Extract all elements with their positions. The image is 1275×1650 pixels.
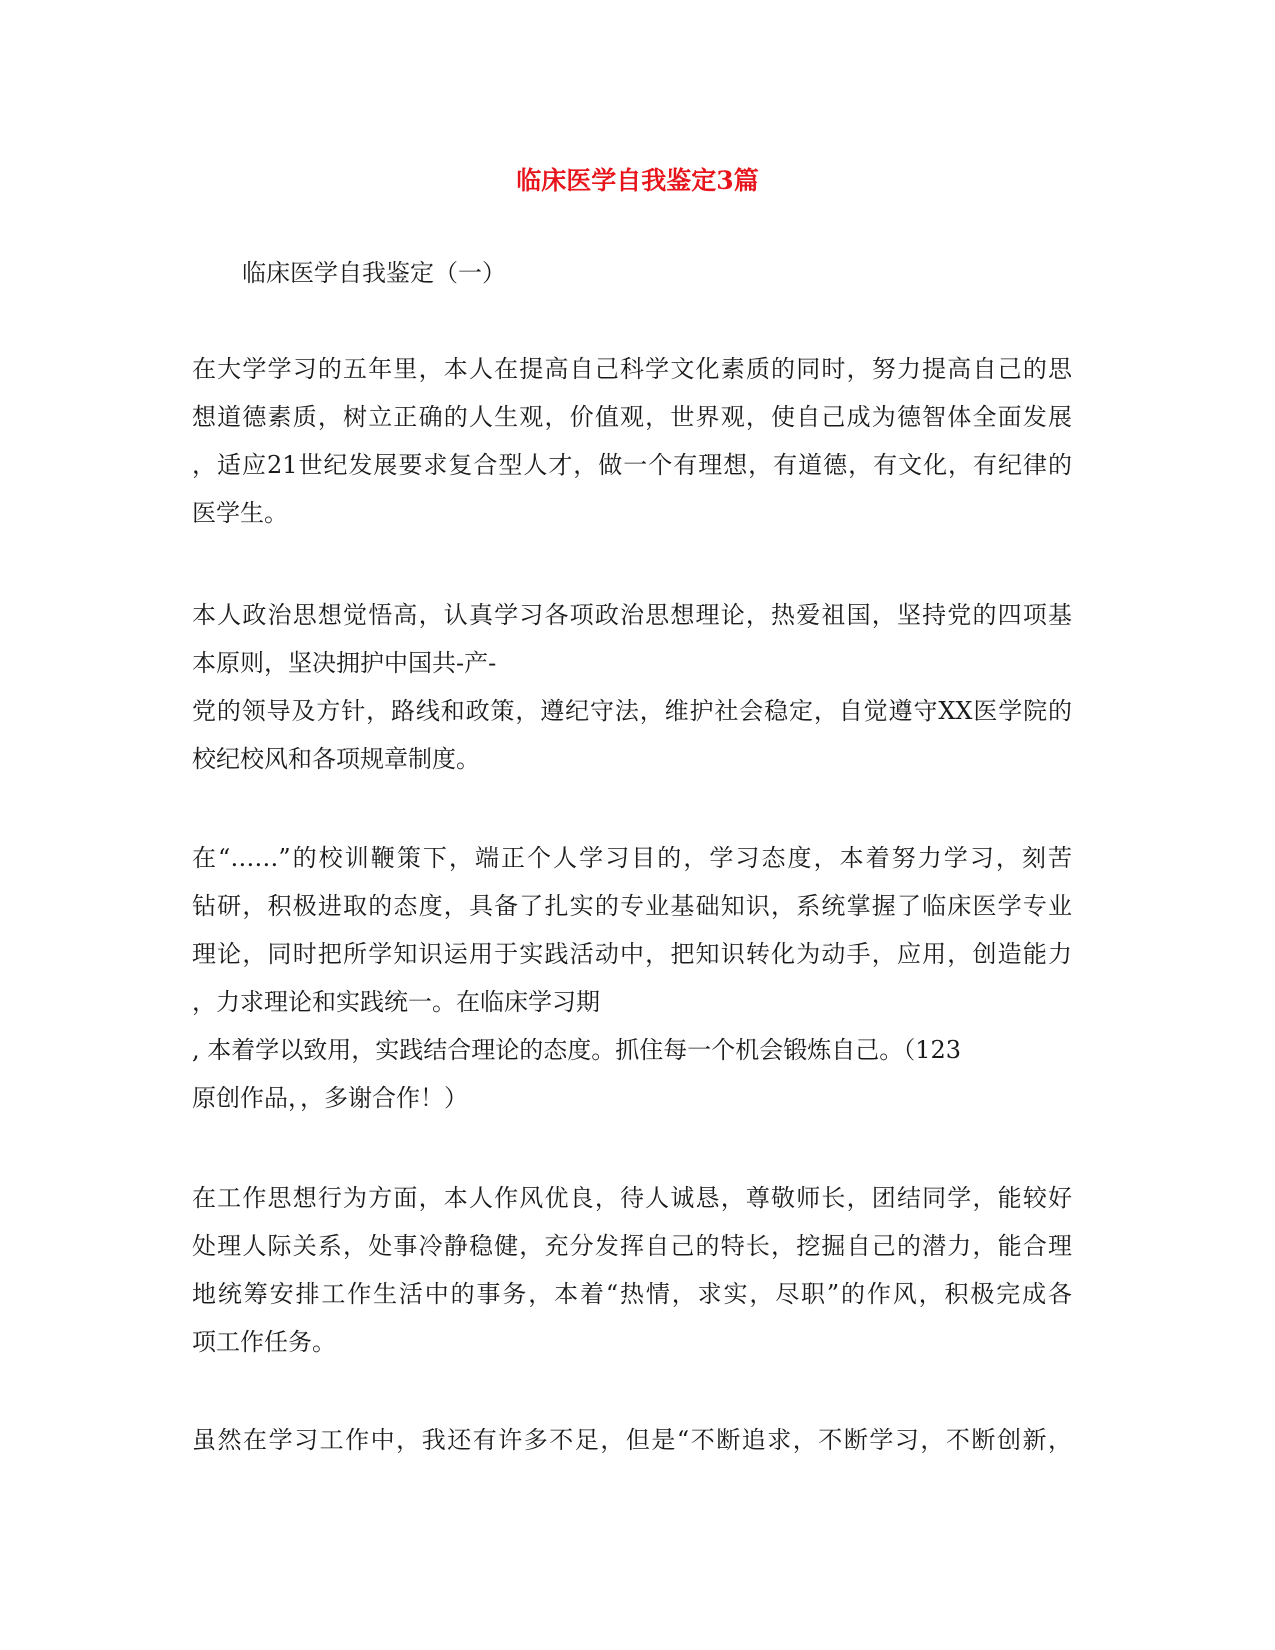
paragraph-line: 医学生。 <box>192 499 288 527</box>
paragraph-line: ，适应21世纪发展要求复合型人才，做一个有理想，有道德，有文化，有纪律的 <box>192 451 1072 479</box>
paragraph-line: 处理人际关系，处事冷静稳健，充分发挥自己的特长，挖掘自己的潜力，能合理 <box>192 1232 1072 1260</box>
paragraph-4 <box>192 1174 1072 1366</box>
paragraph-line: 地统筹安排工作生活中的事务，本着“热情，求实，尽职”的作风，积极完成各 <box>192 1280 1072 1308</box>
paragraph-line: 钻研，积极进取的态度，具备了扎实的专业基础知识，系统掌握了临床医学专业 <box>192 892 1072 920</box>
paragraph-line: , 本着学以致用，实践结合理论的态度。抓住每一个机会锻炼自己。（123 <box>192 1036 962 1064</box>
paragraph-line: 校纪校风和各项规章制度。 <box>192 745 480 773</box>
paragraph-line: 原创作品，，多谢合作！） <box>192 1084 468 1112</box>
paragraph-line: 项工作任务。 <box>192 1328 336 1356</box>
paragraph-line: ，力求理论和实践统一。在临床学习期 <box>192 988 600 1016</box>
paragraph-line: 在工作思想行为方面，本人作风优良，待人诚恳，尊敬师长，团结同学，能较好 <box>192 1184 1072 1212</box>
paragraph-line: 本原则，坚决拥护中国共-产- <box>192 649 497 677</box>
paragraph-3 <box>192 834 1072 1122</box>
paragraph-1 <box>192 345 1072 537</box>
paragraph-line: 党的领导及方针，路线和政策，遵纪守法，维护社会稳定，自觉遵守XX医学院的 <box>192 697 1072 725</box>
paragraph-line: 在“……”的校训鞭策下，端正个人学习目的，学习态度，本着努力学习，刻苦 <box>192 844 1072 872</box>
paragraph-line: 本人政治思想觉悟高，认真学习各项政治思想理论，热爱祖国，坚持党的四项基 <box>192 601 1072 629</box>
paragraph-5 <box>192 1416 1072 1464</box>
section-heading: 临床医学自我鉴定（一） <box>242 259 506 287</box>
paragraph-line: 虽然在学习工作中，我还有许多不足，但是“不断追求，不断学习，不断创新， <box>192 1426 1072 1454</box>
paragraph-2 <box>192 591 1072 783</box>
paragraph-line: 在大学学习的五年里，本人在提高自己科学文化素质的同时，努力提高自己的思 <box>192 355 1072 383</box>
document-title: 临床医学自我鉴定3篇 <box>516 166 759 195</box>
paragraph-line: 想道德素质，树立正确的人生观，价值观，世界观，使自己成为德智体全面发展 <box>192 403 1072 431</box>
paragraph-line: 理论，同时把所学知识运用于实践活动中，把知识转化为动手，应用，创造能力 <box>192 940 1072 968</box>
